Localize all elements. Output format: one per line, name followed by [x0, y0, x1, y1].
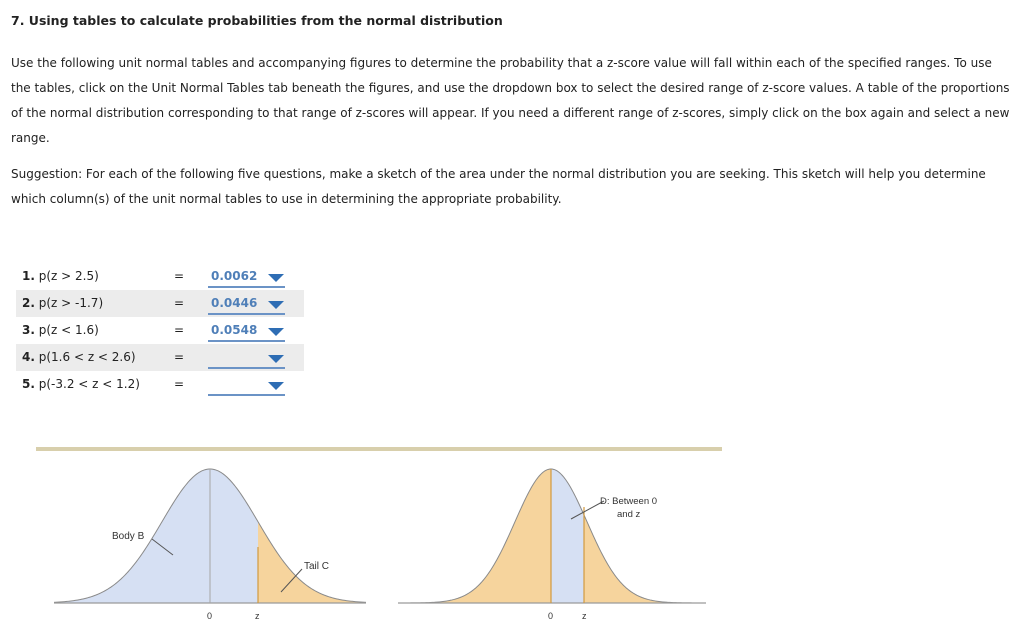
answer-value: 0.0446 [211, 296, 258, 310]
normal-curves-svg [36, 447, 724, 628]
question-expression: p(z < 1.6) [38, 323, 99, 337]
question-label-2 [22, 296, 103, 310]
equals-sign: = [174, 350, 185, 364]
answer-dropdown-1[interactable] [208, 266, 285, 288]
question-number: 3. [22, 323, 35, 337]
question-expression: p(z > -1.7) [38, 296, 104, 310]
question-expression: p(z > 2.5) [38, 269, 99, 283]
answer-dropdown-3[interactable] [208, 320, 285, 342]
dropdown-caret-icon [268, 355, 284, 363]
question-row-2 [16, 290, 304, 317]
dropdown-caret-icon [268, 382, 284, 390]
question-row-4 [16, 344, 304, 371]
question-row-3 [16, 317, 304, 344]
question-number: 4. [22, 350, 35, 364]
answer-dropdown-4[interactable] [208, 347, 285, 369]
figure-top-rule [36, 447, 722, 451]
body-b-label: Body B [112, 531, 145, 542]
right-tail-area [584, 515, 706, 603]
dropdown-caret-icon [268, 274, 284, 282]
question-number: 1. [22, 269, 35, 283]
suggestion-paragraph: Suggestion: For each of the following five questions, make a sketch of the area under the normal distribution you are seeking. This sketch will help you determine which column(s) of the unit normal tables to use in determining the appropriate probability. [11, 167, 986, 206]
answer-value: 0.0062 [211, 269, 258, 283]
question-label-4 [22, 350, 136, 364]
left-zero-label: 0 [207, 611, 213, 621]
question-row-5 [16, 371, 304, 398]
answer-dropdown-5[interactable] [208, 374, 285, 396]
tail-c-label: Tail C [304, 561, 330, 572]
equals-sign: = [174, 323, 185, 337]
instructions-paragraph: Use the following unit normal tables and accompanying figures to determine the probability that a z-score value will fall within each of the specified ranges. To use the tables, click on the Unit Normal Tables tab beneath the figures, and use the dropdown box to select the desired range of z-score values. A table of the proportions of the normal distribution corresponding to that range of z-scores will appear. If you need a different range of z-scores, simply click on the box again and select a new range. [11, 56, 1010, 145]
question-label-5 [22, 377, 140, 391]
right-left-half-area [398, 469, 551, 603]
equals-sign: = [174, 296, 185, 310]
dropdown-caret-icon [268, 301, 284, 309]
question-number: 2. [22, 296, 35, 310]
equals-sign: = [174, 269, 185, 283]
answer-dropdown-2[interactable] [208, 293, 285, 315]
questions-table [16, 263, 304, 398]
question-label-3 [22, 323, 99, 337]
question-expression: p(-3.2 < z < 1.2) [38, 377, 140, 391]
right-z-label: z [582, 611, 587, 621]
between-label-line2: and z [617, 509, 641, 520]
question-row-1 [16, 263, 304, 290]
normal-distribution-figure [36, 447, 724, 628]
question-title: 7. Using tables to calculate probabilities from the normal distribution [11, 13, 503, 28]
between-label-line1: D: Between 0 [600, 496, 658, 507]
right-between-area [551, 469, 584, 603]
question-label-1 [22, 269, 99, 283]
question-expression: p(1.6 < z < 2.6) [38, 350, 136, 364]
left-z-label: z [255, 611, 260, 621]
left-body-area [54, 469, 258, 603]
equals-sign: = [174, 377, 185, 391]
right-zero-label: 0 [548, 611, 554, 621]
answer-value: 0.0548 [211, 323, 258, 337]
dropdown-caret-icon [268, 328, 284, 336]
question-number: 5. [22, 377, 35, 391]
